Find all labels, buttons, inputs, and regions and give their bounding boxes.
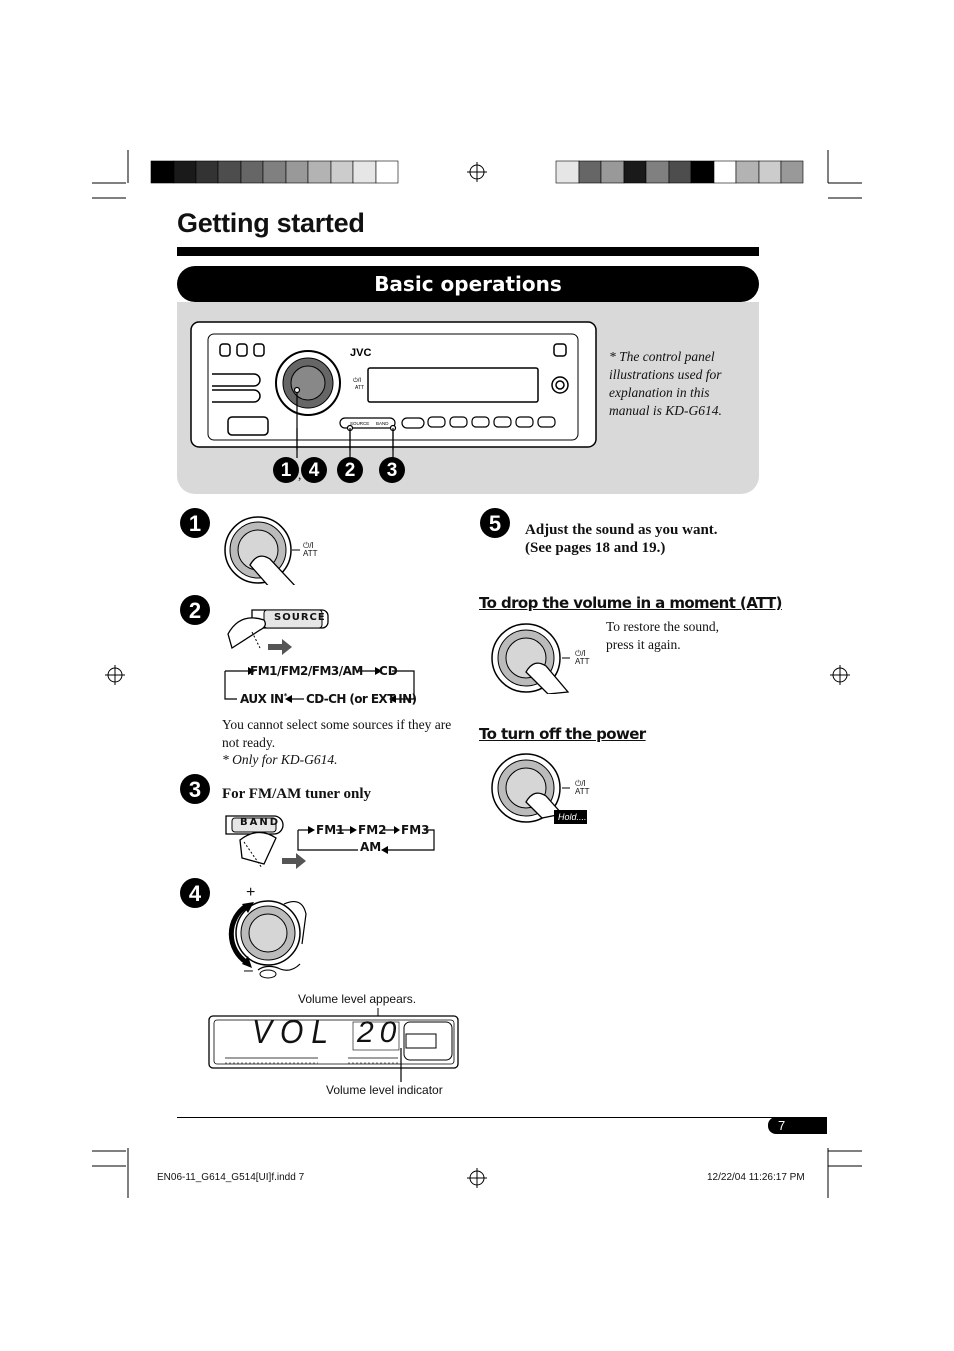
step-5-number: 5 (480, 508, 510, 538)
source-fm-am: FM1/FM2/FM3/AM (250, 664, 363, 678)
page-number: 7 (768, 1117, 827, 1134)
band-fm2: FM2 (358, 823, 387, 837)
panel-callout-lines (280, 428, 410, 460)
page-title: Getting started (177, 208, 365, 238)
power-knob-label: ⏻/I ATT (575, 779, 590, 796)
step-2-number: 2 (180, 595, 210, 625)
volume-appears-label: Volume level appears. (298, 992, 417, 1006)
step-3-number: 3 (180, 774, 210, 804)
source-aux-in: AUX IN* (240, 692, 287, 706)
svg-text:SOURCE: SOURCE (350, 421, 370, 426)
step-4-number: 4 (180, 878, 210, 908)
volume-plus: + (246, 884, 256, 901)
svg-text:⏻/I: ⏻/I (353, 378, 362, 384)
hold-badge: Hold.... (558, 812, 587, 822)
band-fm3: FM3 (401, 823, 430, 837)
step-1-number: 1 (180, 508, 210, 538)
color-bar-left (151, 161, 398, 183)
source-cd-ch: CD-CH (or EXT IN) (306, 692, 417, 706)
footer-file: EN06-11_G614_G514[UI]f.indd 7 (157, 1172, 305, 1183)
step-5-text-1: Adjust the sound as you want. (525, 522, 718, 538)
volume-minus: – (244, 962, 253, 979)
callout-comma: , (298, 467, 302, 482)
band-button-label: BAND (240, 817, 281, 828)
jvc-logo: JVC (350, 347, 372, 359)
lcd-volume-value: 20 (357, 1016, 403, 1049)
source-cd: CD (379, 664, 398, 678)
volume-indicator-label: Volume level indicator (326, 1083, 443, 1097)
lcd-vol-text: VOL (252, 1014, 337, 1051)
att-text: To restore the sound, press it again. (606, 619, 720, 652)
callout-1: 1 (273, 457, 299, 483)
bottom-rule (177, 1117, 827, 1118)
title-rule (177, 247, 759, 256)
callout-4: 4 (301, 457, 327, 483)
callout-3: 3 (379, 457, 405, 483)
section-heading: Basic operations (177, 266, 759, 302)
att-knob-label: ⏻/I ATT (575, 649, 590, 666)
svg-text:ATT: ATT (355, 385, 365, 391)
power-heading: To turn off the power (479, 725, 646, 743)
volume-knob-illustration (222, 886, 312, 982)
step-5-text-2: (See pages 18 and 19.) (525, 540, 666, 556)
att-heading: To drop the volume in a moment (ATT) (479, 594, 782, 612)
panel-note: * The control panel illustrations used for explanation in this manual is KD-G614. (609, 349, 722, 418)
band-am: AM (360, 840, 382, 854)
color-bar-right (556, 161, 803, 183)
att-label: ⏻/I ATT (303, 541, 318, 558)
band-fm1: FM1 (316, 823, 345, 837)
source-button-label: SOURCE (274, 612, 326, 623)
callout-2: 2 (337, 457, 363, 483)
step-2-footnote: * Only for KD-G614. (222, 752, 338, 767)
footer-date: 12/22/04 11:26:17 PM (707, 1172, 805, 1183)
step-2-text: You cannot select some sources if they are not ready. (222, 717, 452, 750)
svg-text:BAND: BAND (376, 421, 389, 426)
step-3-heading: For FM/AM tuner only (222, 786, 372, 802)
